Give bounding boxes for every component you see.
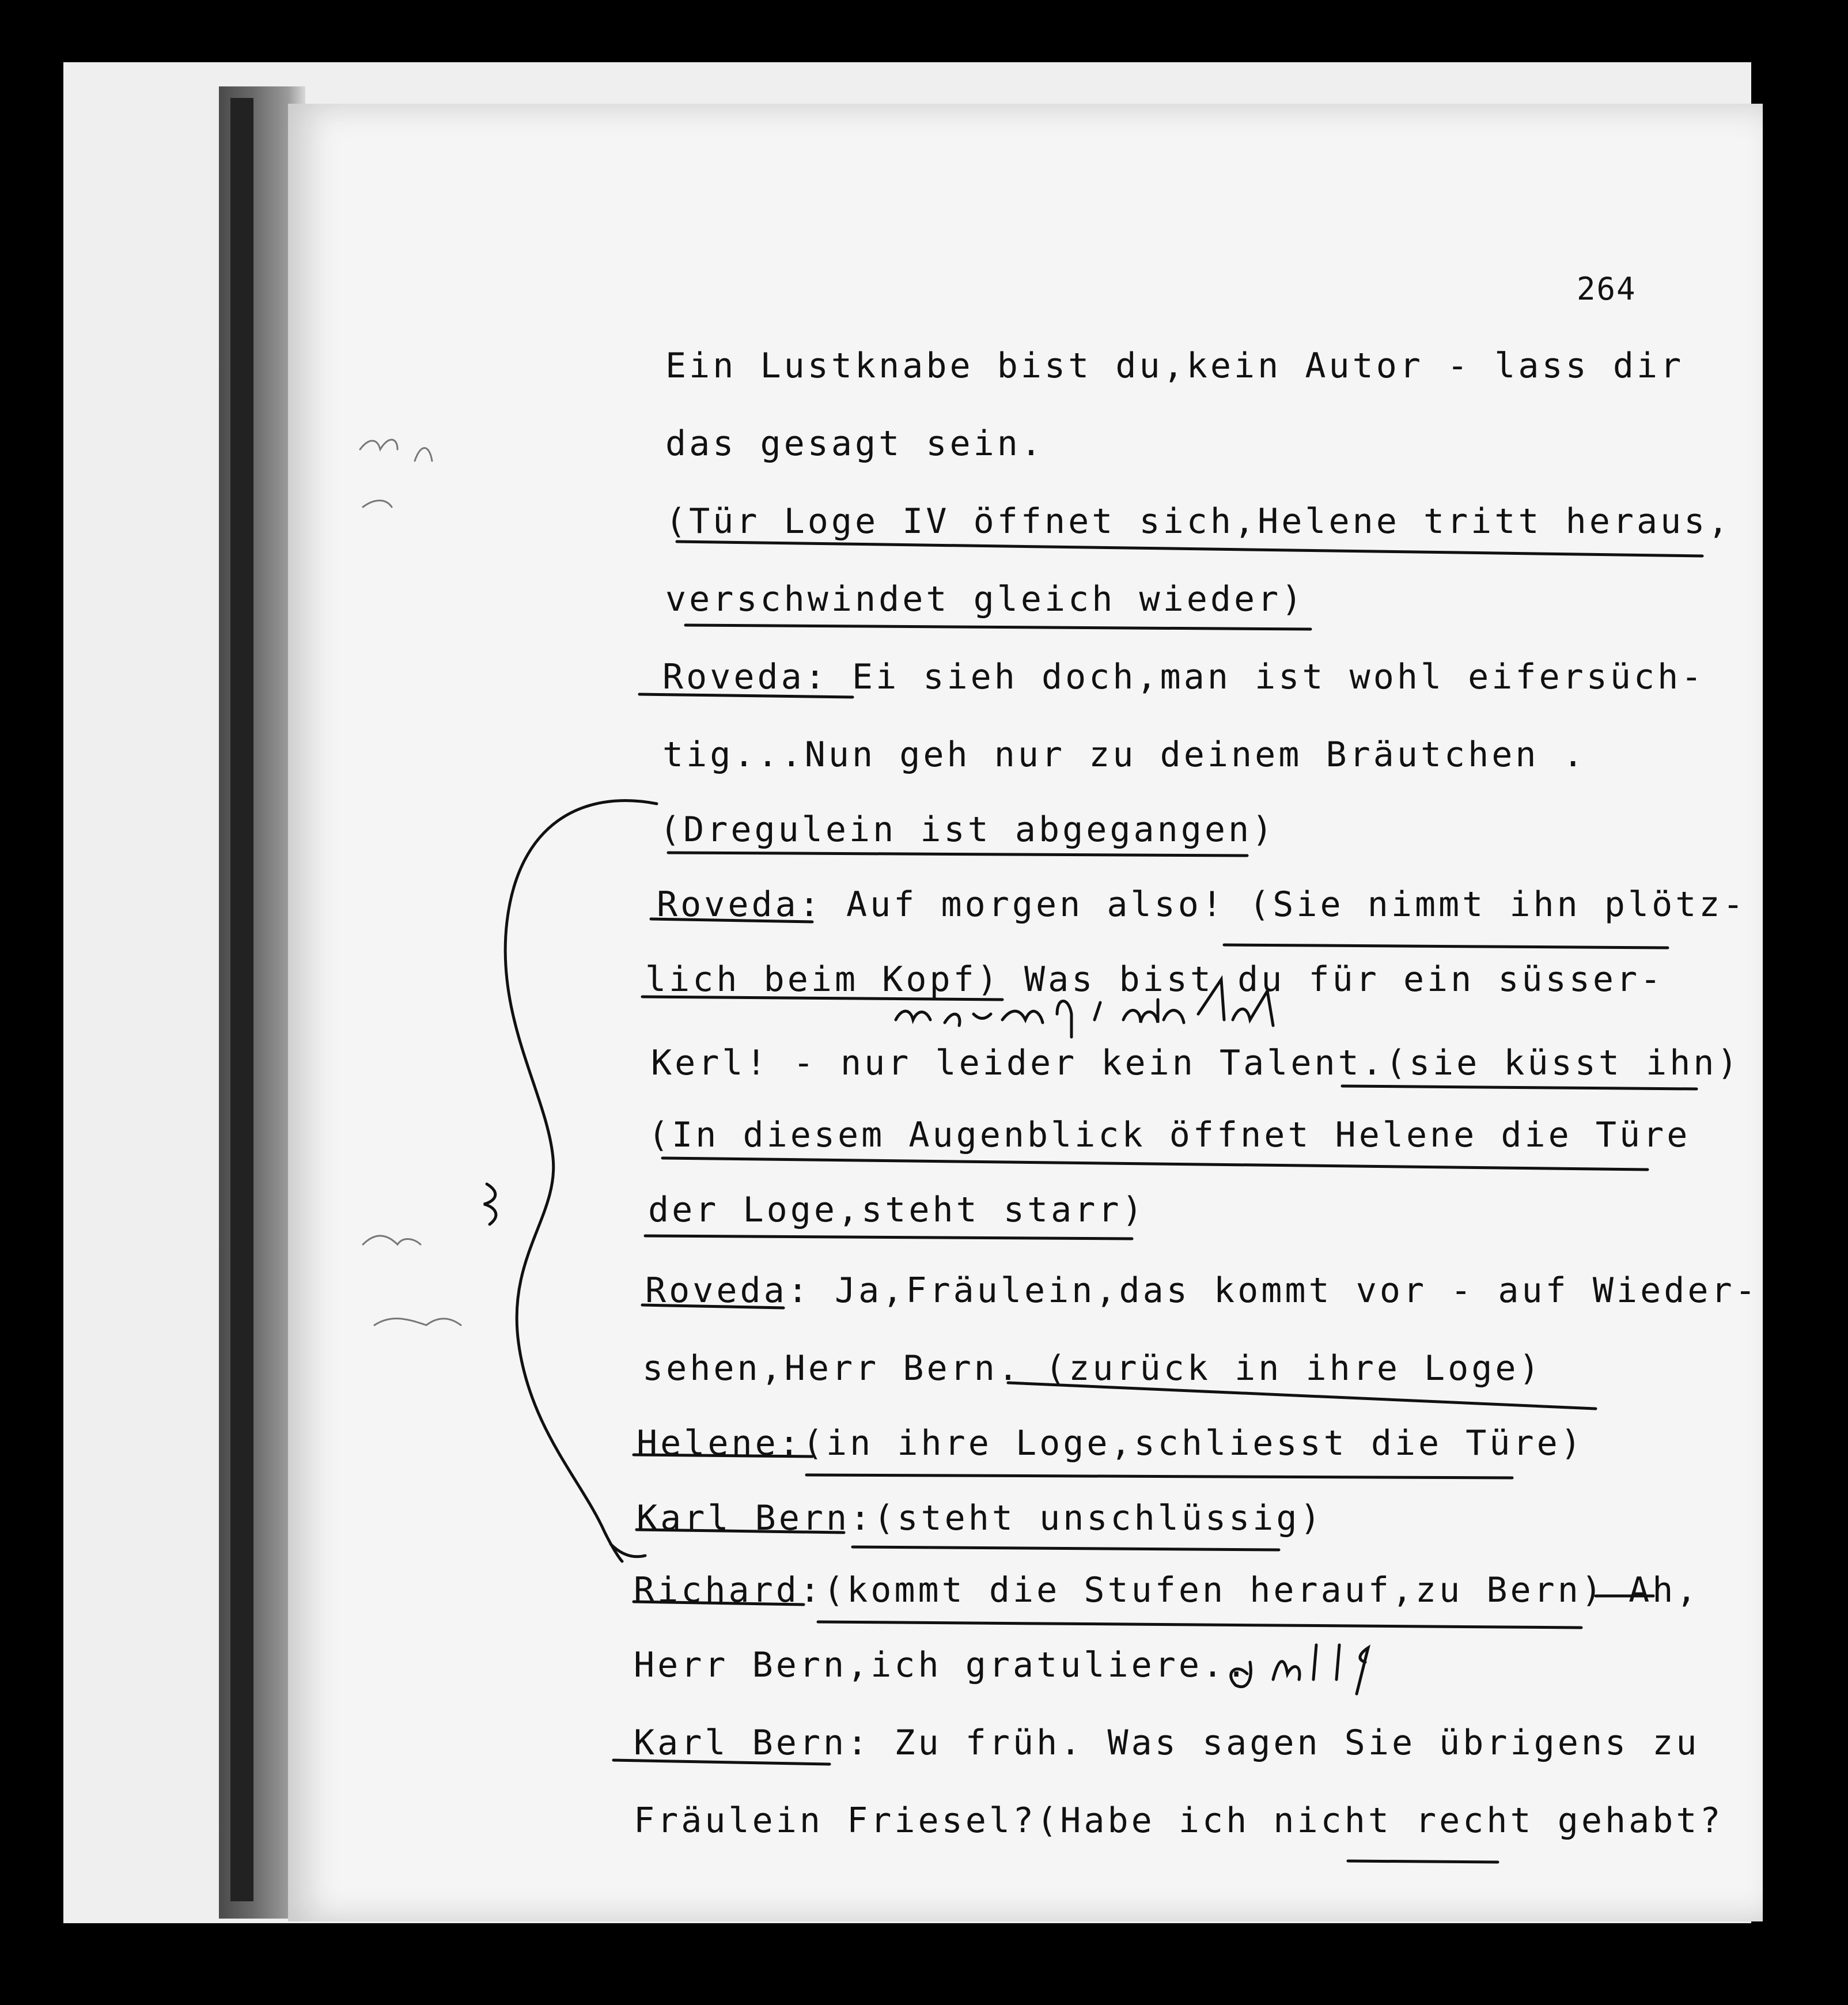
page-number: 264 [1577, 271, 1637, 307]
text-line: sehen,Herr Bern. (zurück in ihre Loge) [642, 1348, 1543, 1389]
text-line: Roveda: Ei sieh doch,man ist wohl eifersüch- [662, 657, 1705, 697]
text-line: Richard:(kommt die Stufen herauf,zu Bern) Ah, [634, 1570, 1700, 1610]
text-line: (Dregulein ist abgegangen) [660, 809, 1276, 850]
text-line: Helene:(in ihre Loge,schliesst die Türe) [637, 1423, 1584, 1463]
text-line: Kerl! - nur leider kein Talent.(sie küsst ihn) [651, 1043, 1741, 1083]
text-line: Karl Bern: Zu früh. Was sagen Sie übrigens zu [634, 1723, 1700, 1763]
text-line: verschwindet gleich wieder) [665, 579, 1305, 619]
text-line: Herr Bern,ich gratuliere.. [634, 1645, 1250, 1685]
binding-edge [230, 98, 253, 1901]
text-line: der Loge,steht starr) [648, 1190, 1146, 1230]
text-line: lich beim Kopf) Was bist du für ein süsser- [645, 959, 1664, 1000]
text-line: (In diesem Augenblick öffnet Helene die Türe [648, 1115, 1691, 1155]
text-line: Karl Bern:(steht unschlüssig) [637, 1498, 1324, 1538]
text-line: Fräulein Friesel?(Habe ich nicht recht gehabt? [634, 1800, 1724, 1841]
text-line: Roveda: Auf morgen also! (Sie nimmt ihn plötz- [657, 884, 1747, 925]
text-line: Roveda: Ja,Fräulein,das kommt vor - auf Wieder- [645, 1270, 1759, 1311]
text-line: (Tür Loge IV öffnet sich,Helene tritt heraus, [665, 501, 1732, 542]
text-line: tig...Nun geh nur zu deinem Bräutchen . [662, 735, 1586, 775]
text-line: das gesagt sein. [665, 423, 1044, 464]
text-line: Ein Lustknabe bist du,kein Autor - lass dir [665, 346, 1684, 386]
